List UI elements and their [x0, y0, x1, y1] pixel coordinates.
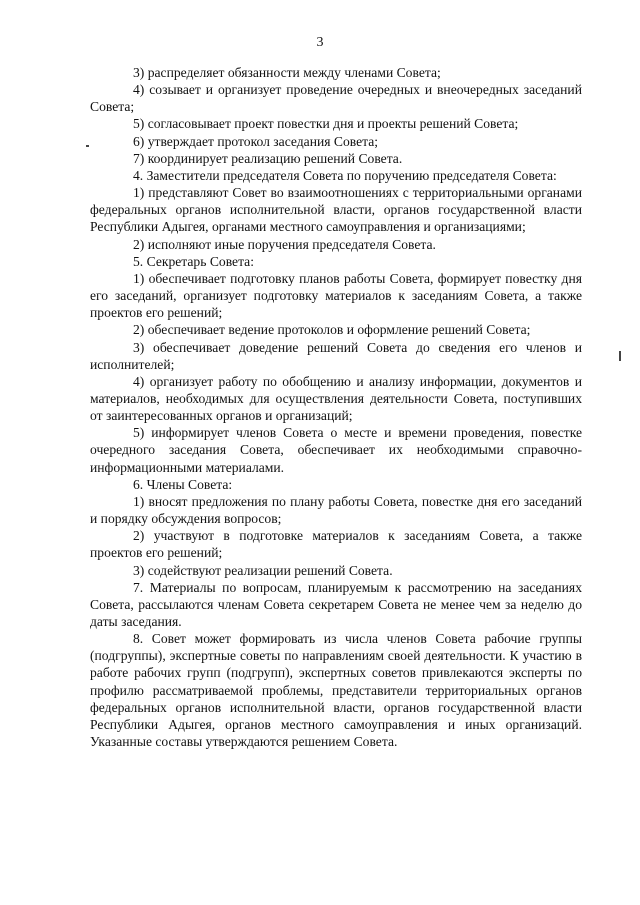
paragraph: 5) согласовывает проект повестки дня и проекты решений Совета; — [133, 116, 519, 132]
paragraph: 2) исполняют иные поручения председателя Совета. — [133, 236, 436, 252]
paragraph: 5) информирует членов Совета о месте и времени проведения, повестке очередного заседания Совета, обеспечивает их необходимыми справочно-информационными материалами. — [90, 425, 582, 475]
paragraph: 8. Совет может формировать из числа членов Совета рабочие группы (подгруппы), экспертные советы по направлениям своей деятельности. К участию в работе рабочих групп (подгрупп), экспертных советов привлекаются эксперты по профилю рассматриваемой проблемы, представители территориальных органов федеральных органов исполнительной власти, органов государственной власти Республики Адыгея, органов местного самоуправления и иных организаций. Указанные составы утверждаются решением Совета. — [90, 631, 582, 750]
paragraph: 4. Заместители председателя Совета по поручению председателя Совета: — [133, 167, 557, 183]
paragraph: 2) участвуют в подготовке материалов к заседаниям Совета, а также проектов его решений; — [90, 528, 582, 561]
paragraph: 7) координирует реализацию решений Совета. — [133, 150, 403, 166]
paragraph: 6. Члены Совета: — [133, 476, 233, 492]
paragraph: 3) содействуют реализации решений Совета. — [133, 562, 393, 578]
paragraph: 3) обеспечивает доведение решений Совета до сведения его членов и исполнителей; — [90, 339, 582, 372]
paragraph: 1) представляют Совет во взаимоотношениях с территориальными органами федеральных органов исполнительной власти, органов государственной власти Республики Адыгея, органами местного самоуправления и организациями; — [90, 185, 582, 235]
paragraph: 5. Секретарь Совета: — [133, 253, 254, 269]
document-body — [90, 64, 582, 750]
scan-mark — [619, 351, 621, 361]
paragraph: 1) вносят предложения по плану работы Совета, повестке дня его заседаний и порядку обсуждения вопросов; — [90, 493, 582, 527]
paragraph: 4) организует работу по обобщению и анализу информации, документов и материалов, необходимых для осуществления деятельности Совета, поступивших от заинтересованных органов и организаций; — [90, 373, 582, 424]
scan-mark — [86, 145, 89, 147]
paragraph: 1) обеспечивает подготовку планов работы Совета, формирует повестку дня его заседаний, организует подготовку материалов к заседаниям Совета, а также проектов его решений; — [90, 270, 582, 321]
paragraph: 3) распределяет обязанности между членами Совета; — [133, 65, 441, 80]
paragraph: 6) утверждает протокол заседания Совета; — [133, 133, 379, 149]
page-number: 3 — [316, 35, 324, 50]
paragraph: 7. Материалы по вопросам, планируемым к рассмотрению на заседаниях Совета, рассылаются членам Совета секретарем Совета не менее чем за неделю до даты заседания. — [90, 579, 582, 629]
paragraph: 4) созывает и организует проведение очередных и внеочередных заседаний Совета; — [90, 82, 582, 115]
paragraph: 2) обеспечивает ведение протоколов и оформление решений Совета; — [133, 322, 531, 338]
